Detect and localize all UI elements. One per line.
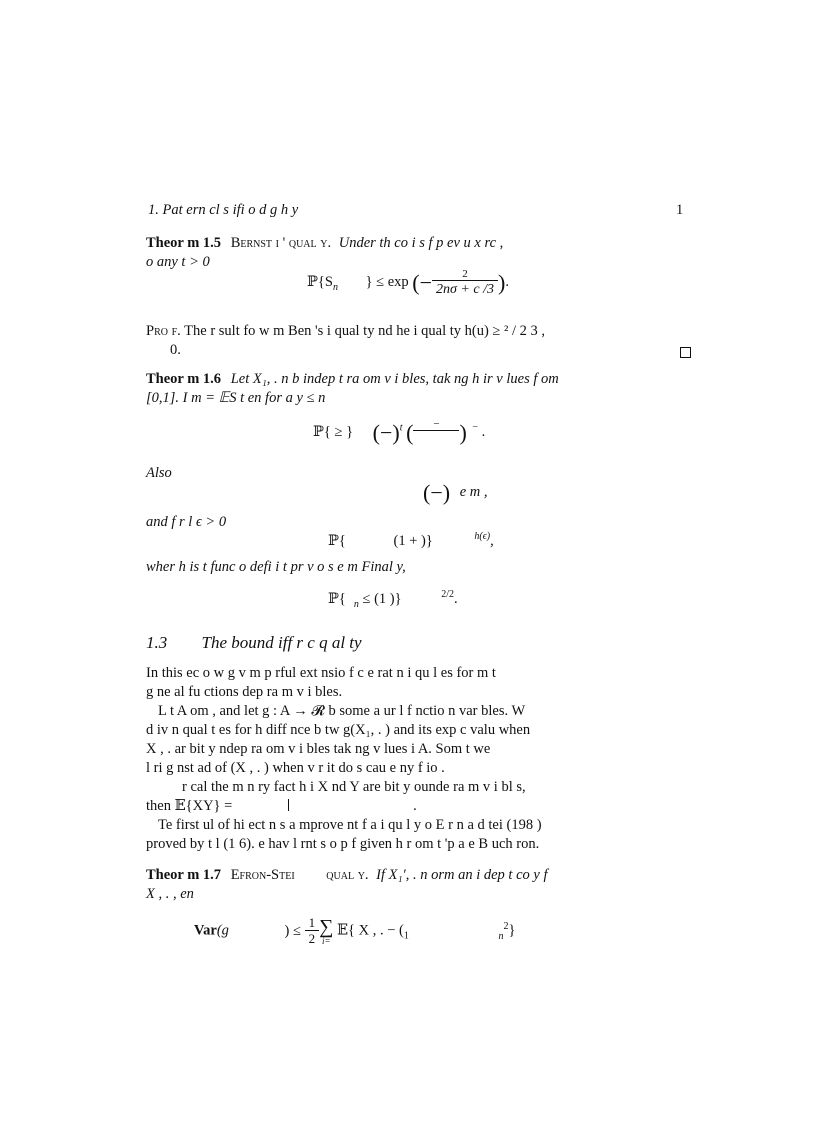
body-p3-line2-start: then 𝔼{XY} =	[146, 798, 233, 814]
eq3-mid: (1 + )}	[393, 532, 433, 549]
eq1-paren-b-open: (	[406, 419, 414, 445]
eq1-frac-num: −	[433, 418, 440, 430]
eq1-frac-den	[413, 430, 459, 447]
eq-bern-frac	[432, 268, 498, 297]
text-and-for: and f r l ϵ > 0	[146, 514, 227, 530]
eq-es-subn: n	[498, 930, 504, 942]
eq3-end: ,	[490, 532, 494, 549]
eq-es-open: (g	[216, 922, 229, 939]
body-p2-line1: L t A om , and let g : A → 𝓡 b some a ur l f nctio n var bles. W	[158, 703, 526, 719]
theorem-1-5-line2: o any t > 0	[146, 254, 210, 270]
body-p1-line1: In this ec o w g v m p rful ext nsio f c e rat n i qu l es for m t	[146, 665, 496, 681]
eq-bern-den: 2nσ + c /3	[432, 280, 498, 297]
body-p4-line1: Te first ul of hi ect n s a mprove nt f a i qu l y o E r n a d tei (198 )	[158, 817, 542, 833]
theorem-1-7-line2: X , . , en	[146, 886, 194, 902]
body-p4-line2: proved by t l (1 6). e hav l rnt s o p f given h r om t 'p a e B uch ron.	[146, 836, 540, 852]
eq4-sub: n	[353, 598, 359, 610]
eq-es-half	[305, 916, 320, 947]
eq-es-var: Var	[194, 922, 217, 939]
eq3-sup: h(ϵ)	[474, 531, 491, 542]
theorem-1-5-statement: Under th co i s f p ev u x rc ,	[338, 235, 504, 251]
body-p3-line2	[146, 797, 417, 816]
equation-bernstein	[307, 268, 509, 297]
proof-1-5-line1	[146, 322, 545, 341]
theorem-1-6-line1	[146, 370, 559, 389]
body-p1-line2: g ne al fu ctions dep ra m v i bles.	[146, 684, 343, 700]
body-p2-line4: l ri g nst ad of (X , . ) when v r it do s cau e ny f io .	[146, 760, 445, 776]
eq4-lhs: ℙ{	[328, 590, 346, 607]
running-header: 1. Pat ern cl s ifi o d g h y	[148, 202, 299, 218]
eq-es-sum	[319, 917, 333, 946]
section-number: 1.3	[146, 633, 168, 652]
theorem-1-7-statement: If X₁′, . n orm an i dep t co y f	[376, 867, 548, 883]
eq-es-sum-sub: i=	[321, 935, 331, 946]
equation-chernoff-1	[313, 418, 485, 447]
theorem-1-7-label: Theor m 1.7	[146, 867, 222, 883]
theorem-1-7-name2: qual y.	[326, 867, 369, 883]
eq-bern-sub: n	[332, 281, 338, 293]
eq2-end: e m ,	[459, 484, 488, 501]
eq-bern-lparen: (−	[412, 269, 433, 295]
eq4-sup: 2/2	[441, 589, 454, 600]
proof-label: Pro f.	[146, 323, 181, 339]
equation-chernoff-2	[423, 480, 487, 506]
body-p2-line3: X , . ar bit y ndep ra om v i bles tak ng v lues i A. Som t we	[146, 741, 491, 757]
eq-bern-period: .	[505, 274, 509, 291]
qed-box	[680, 347, 691, 358]
theorem-1-7-name: Efron-Stei	[230, 867, 295, 883]
body-p3-line1: r cal the m n ry fact h i X nd Y are bit y ounde ra m v i bl s,	[182, 779, 526, 795]
eq1-frac	[413, 418, 459, 447]
theorem-1-6-label: Theor m 1.6	[146, 371, 222, 387]
theorem-1-6-statement: Let X₁, . n b indep t ra om v i bles, tak ng h ir v lues f om	[230, 371, 559, 387]
equation-efron-stein	[194, 916, 515, 947]
eq-bern-num: 2	[462, 268, 468, 280]
qed-symbol	[680, 345, 691, 363]
theorem-1-5-line1	[146, 234, 503, 253]
section-heading	[146, 633, 362, 653]
eq-es-sub1: 1	[403, 930, 409, 942]
eq-bern-mid: } ≤ exp	[365, 274, 409, 291]
proof-text: The r sult fo w m Ben 's i qual ty nd he i qual ty h(u) ≥ ² / 2 3 ,	[184, 323, 546, 339]
eq1-paren-a: (−)	[372, 419, 400, 445]
eq2-paren: (−)	[423, 480, 451, 505]
theorem-1-7-line1	[146, 866, 547, 885]
eq4-end: .	[453, 590, 458, 607]
eq-bern-lhs: ℙ{S	[307, 274, 333, 291]
eq-es-close: ) ≤	[284, 922, 301, 939]
eq1-lhs: ℙ{ ≥ }	[313, 424, 354, 441]
eq4-mid: ≤ (1 )}	[358, 590, 402, 607]
body-p3-line2-end: .	[413, 798, 417, 814]
text-also: Also	[146, 465, 172, 481]
eq3-lhs: ℙ{	[328, 532, 346, 549]
theorem-1-5-name: Bernst i ' qual y.	[230, 235, 332, 251]
eq-es-sup2: 2	[503, 920, 509, 932]
theorem-1-6-line2: [0,1]. I m = 𝔼S t en for a y ≤ n	[146, 390, 326, 406]
eq1-paren-b-close: )	[459, 419, 467, 445]
eq-es-rest: 𝔼{ X , . − (	[336, 922, 404, 939]
eq-es-half-num: 1	[308, 915, 316, 930]
body-p2-line2: d iv n qual t es for h diff nce b tw g(X₁, . ) and its exp c valu when	[146, 722, 531, 738]
equation-chernoff-4	[328, 589, 458, 610]
proof-1-5-line2: 0.	[170, 342, 181, 358]
eq1-sup: t	[399, 422, 403, 434]
eq1-end: −	[472, 422, 479, 434]
eq-es-half-den: 2	[305, 930, 320, 946]
body-p3-bar	[288, 799, 290, 811]
eq-es-sum-symbol: ∑	[319, 915, 334, 938]
equation-chernoff-3	[328, 531, 494, 550]
eq-es-brace: }	[508, 922, 516, 939]
theorem-1-5-label: Theor m 1.5	[146, 235, 222, 251]
section-title: The bound iff r c q al ty	[201, 633, 362, 652]
eq-bern-rparen: )	[498, 269, 506, 295]
eq1-period: .	[481, 424, 486, 441]
text-where: wher h is t func o defi i t pr v o s e m Final y,	[146, 559, 406, 575]
page-number: 1	[676, 202, 684, 218]
